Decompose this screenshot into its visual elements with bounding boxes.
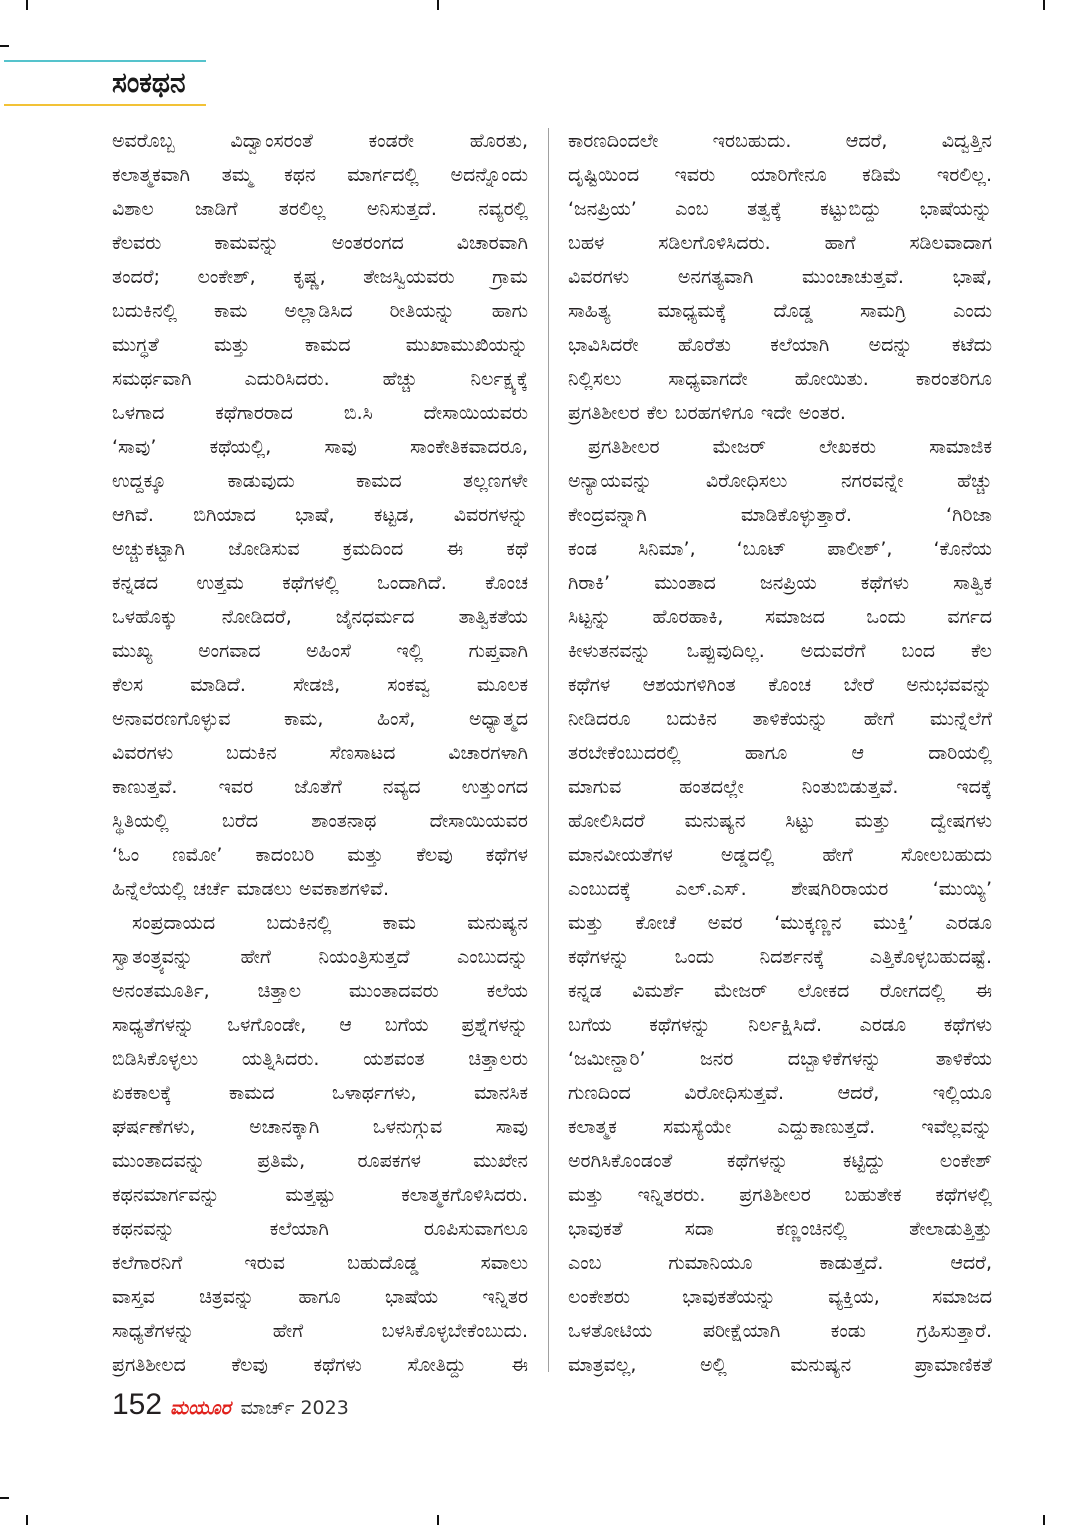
text-line: ಕಥೆಗಳನ್ನು ಒಂದು ನಿದರ್ಶನಕ್ಕೆ ಎತ್ತಿಕೊಳ್ಳಬಹುದಷ್ಟೆ. — [568, 946, 992, 968]
text-line: ಬದುಕಿನಲ್ಲಿ ಕಾಮ ಅಲ್ಲಾಡಿಸಿದ ರೀತಿಯನ್ನು ಹಾಗು — [112, 300, 528, 322]
text-line: ಮಾತ್ರವಲ್ಲ, ಅಲ್ಲಿ ಮನುಷ್ಯನ ಪ್ರಾಮಾಣಿಕತೆ — [568, 1354, 992, 1376]
text-line: ಪ್ರಗತಿಶೀಲರ ಮೇಜರ್ ಲೇಖಕರು ಸಾಮಾಜಿಕ — [588, 436, 992, 458]
paragraph — [112, 906, 528, 1382]
text-line: ಕೇಂದ್ರವನ್ನಾಗಿ ಮಾಡಿಕೊಳ್ಳುತ್ತಾರೆ. ‘ಗಿರಿಜಾ — [568, 504, 992, 526]
text-line: ಮಾನವೀಯತೆಗಳ ಅಡ್ಡದಲ್ಲಿ ಹೇಗೆ ಸೋಲಬಹುದು — [568, 844, 992, 866]
text-line: ಮುಂತಾದವನ್ನು ಪ್ರತಿಮೆ, ರೂಪಕಗಳ ಮುಖೇನ — [112, 1150, 528, 1172]
text-line: ಅನಾವರಣಗೊಳ್ಳುವ ಕಾಮ, ಹಿಂಸೆ, ಅಧ್ಯಾತ್ಮದ — [112, 708, 528, 730]
text-line: ಭಾವಿಸಿದರೇ ಹೊರೆತು ಕಲೆಯಾಗಿ ಅದನ್ನು ಕಟೆದು — [568, 334, 992, 356]
text-line: ಕಲೆಗಾರನಿಗೆ ಇರುವ ಬಹುದೊಡ್ಡ ಸವಾಲು — [112, 1252, 528, 1274]
text-line: ಕೀಳುತನವನ್ನು ಒಪ್ಪುವುದಿಲ್ಲ. ಅದುವರೆಗೆ ಬಂದ ಕೆಲ — [568, 640, 992, 662]
text-line: ಒಳತೋಟಿಯ ಪರೀಕ್ಷೆಯಾಗಿ ಕಂಡು ಗ್ರಹಿಸುತ್ತಾರೆ. — [568, 1320, 992, 1342]
crop-mark — [1043, 0, 1045, 10]
paragraph — [568, 124, 992, 430]
header-rule-top — [4, 60, 206, 62]
text-line: ‘ಸಾವು’ ಕಥೆಯಲ್ಲಿ, ಸಾವು ಸಾಂಕೇತಿಕವಾದರೂ, — [112, 436, 528, 458]
crop-mark — [1043, 1515, 1045, 1525]
text-line: ಬಿಡಿಸಿಕೊಳ್ಳಲು ಯತ್ನಿಸಿದರು. ಯಶವಂತ ಚಿತ್ತಾಲರು — [112, 1048, 528, 1070]
text-line: ಕನ್ನಡದ ಉತ್ತಮ ಕಥೆಗಳಲ್ಲಿ ಒಂದಾಗಿದೆ. ಕೊಂಚ — [112, 572, 528, 594]
text-line: ಕಥೆಗಳ ಆಶಯಗಳಿಗಿಂತ ಕೊಂಚ ಬೇರೆ ಅನುಭವವನ್ನು — [568, 674, 992, 696]
crop-mark — [26, 1515, 28, 1525]
text-line: ‘ಓಂ ಣಮೋ’ ಕಾದಂಬರಿ ಮತ್ತು ಕೆಲವು ಕಥೆಗಳ — [112, 844, 528, 866]
text-line: ಸಾಧ್ಯತೆಗಳನ್ನು ಹೇಗೆ ಬಳಸಿಕೊಳ್ಳಬೇಕೆಂಬುದು. — [112, 1320, 528, 1342]
text-line: ಪ್ರಗತಿಶೀಲದ ಕೆಲವು ಕಥೆಗಳು ಸೋತಿದ್ದು ಈ — [112, 1354, 528, 1376]
text-line: ಗುಣದಿಂದ ವಿರೋಧಿಸುತ್ತವೆ. ಆದರೆ, ಇಲ್ಲಿಯೂ — [568, 1082, 992, 1104]
text-line: ಎಂಬ ಗುಮಾನಿಯೂ ಕಾಡುತ್ತದೆ. ಆದರೆ, — [568, 1252, 992, 1274]
text-line: ಮತ್ತು ಕೋಚೆ ಅವರ ‘ಮುಕ್ಕಣ್ಣನ ಮುಕ್ತಿ’ ಎರಡೂ — [568, 912, 992, 934]
text-line: ಕೆಲಸ ಮಾಡಿದೆ. ಸೇಡಜಿ, ಸಂಕವ್ವ ಮೂಲಕ — [112, 674, 528, 696]
text-line: ಬಗೆಯ ಕಥೆಗಳನ್ನು ನಿರ್ಲಕ್ಷಿಸಿದೆ. ಎರಡೂ ಕಥೆಗಳು — [568, 1014, 992, 1036]
crop-mark — [0, 45, 9, 47]
text-line: ಅನ್ಯಾಯವನ್ನು ವಿರೋಧಿಸಲು ನಗರವನ್ನೇ ಹೆಚ್ಚು — [568, 470, 992, 492]
text-line: ತರಬೇಕೆಂಬುದರಲ್ಲಿ ಹಾಗೂ ಆ ದಾರಿಯಲ್ಲಿ — [568, 742, 992, 764]
text-line: ಸಾಹಿತ್ಯ ಮಾಧ್ಯಮಕ್ಕೆ ದೊಡ್ಡ ಸಾಮಗ್ರಿ ಎಂದು — [568, 300, 992, 322]
header-rule-bottom — [4, 104, 206, 106]
text-line: ಮತ್ತು ಇನ್ನಿತರರು. ಪ್ರಗತಿಶೀಲರ ಬಹುತೇಕ ಕಥೆಗಳಲ್ಲಿ — [568, 1184, 992, 1206]
text-line: ವಿಶಾಲ ಜಾಡಿಗೆ ತರಲಿಲ್ಲ ಅನಿಸುತ್ತದೆ. ನವ್ಯರಲ್ಲಿ — [112, 198, 528, 220]
text-line: ಅವರೊಬ್ಬ ವಿದ್ವಾಂಸರಂತೆ ಕಂಡರೇ ಹೊರತು, — [112, 130, 528, 152]
text-line: ಉದ್ದಕ್ಕೂ ಕಾಡುವುದು ಕಾಮದ ತಲ್ಲಣಗಳೇ — [112, 470, 528, 492]
text-line: ಹೋಲಿಸಿದರೆ ಮನುಷ್ಯನ ಸಿಟ್ಟು ಮತ್ತು ದ್ವೇಷಗಳು — [568, 810, 992, 832]
text-line: ನಿಲ್ಲಿಸಲು ಸಾಧ್ಯವಾಗದೇ ಹೋಯಿತು. ಕಾರಂತರಿಗೂ — [568, 368, 992, 390]
text-line: ಅಚ್ಚುಕಟ್ಟಾಗಿ ಜೋಡಿಸುವ ಕ್ರಮದಿಂದ ಈ ಕಥೆ — [112, 538, 528, 560]
magazine-logo: ಮಯೂರ — [170, 1397, 231, 1419]
text-line: ಭಾವುಕತೆ ಸದಾ ಕಣ್ಣಂಚಿನಲ್ಲಿ ತೇಲಾಡುತ್ತಿತ್ತು — [568, 1218, 992, 1240]
text-line: ಕಾರಣದಿಂದಲೇ ಇರಬಹುದು. ಆದರೆ, ವಿದ್ವತ್ತಿನ — [568, 130, 992, 152]
text-line: ಆಗಿವೆ. ಬಿಗಿಯಾದ ಭಾಷೆ, ಕಟ್ಟಡ, ವಿವರಗಳನ್ನು — [112, 504, 528, 526]
text-line: ಒಳಗಾದ ಕಥೆಗಾರರಾದ ಬಿ.ಸಿ ದೇಸಾಯಿಯವರು — [112, 402, 528, 424]
text-line: ಏಕಕಾಲಕ್ಕೆ ಕಾಮದ ಒಳಾರ್ಥಗಳು, ಮಾನಸಿಕ — [112, 1082, 528, 1104]
text-line: ಸಂಪ್ರದಾಯದ ಬದುಕಿನಲ್ಲಿ ಕಾಮ ಮನುಷ್ಯನ — [132, 912, 528, 934]
text-line: ದೃಷ್ಟಿಯಿಂದ ಇವರು ಯಾರಿಗೇನೂ ಕಡಿಮೆ ಇರಲಿಲ್ಲ. — [568, 164, 992, 186]
page-footer — [112, 1388, 349, 1428]
text-line: ವಾಸ್ತವ ಚಿತ್ರವನ್ನು ಹಾಗೂ ಭಾಷೆಯ ಇನ್ನಿತರ — [112, 1286, 528, 1308]
text-line: ಘರ್ಷಣೆಗಳು, ಅಚಾನಕ್ಕಾಗಿ ಒಳನುಗ್ಗುವ ಸಾವು — [112, 1116, 528, 1138]
text-line: ತಂದರೆ; ಲಂಕೇಶ್, ಕೃಷ್ಣ, ತೇಜಸ್ವಿಯವರು ಗ್ರಾಮ — [112, 266, 528, 288]
text-line: ಸ್ಥಿತಿಯಲ್ಲಿ ಬರೆದ ಶಾಂತನಾಥ ದೇಸಾಯಿಯವರ — [112, 810, 528, 832]
page-number: 152 — [112, 1388, 163, 1421]
crop-mark — [437, 0, 439, 10]
issue-date: ಮಾರ್ಚ್ 2023 — [240, 1397, 349, 1419]
text-line: ಸಮರ್ಥವಾಗಿ ಎದುರಿಸಿದರು. ಹೆಚ್ಚು ನಿರ್ಲಕ್ಷ್ಯಕ್ಕೆ — [112, 368, 528, 390]
text-line: ಕಲಾತ್ಮಕವಾಗಿ ತಮ್ಮ ಕಥನ ಮಾರ್ಗದಲ್ಲಿ ಅದನ್ನೊಂದು — [112, 164, 528, 186]
crop-mark — [437, 1515, 439, 1525]
section-title: ಸಂಕಥನ — [112, 66, 186, 99]
text-line: ಬಹಳ ಸಡಿಲಗೊಳಿಸಿದರು. ಹಾಗೆ ಸಡಿಲವಾದಾಗ — [568, 232, 992, 254]
text-line: ಲಂಕೇಶರು ಭಾವುಕತೆಯನ್ನು ವ್ಯಕ್ತಿಯ, ಸಮಾಜದ — [568, 1286, 992, 1308]
left-column — [112, 124, 528, 1382]
text-line: ಎಂಬುದಕ್ಕೆ ಎಲ್.ಎಸ್. ಶೇಷಗಿರಿರಾಯರ ‘ಮುಯ್ಯಿ’ — [568, 878, 992, 900]
text-line: ಒಳಹೊಕ್ಕು ನೋಡಿದರೆ, ಜೈನಧರ್ಮದ ತಾತ್ವಿಕತೆಯ — [112, 606, 528, 628]
text-line: ಕಂಡ ಸಿನಿಮಾ’, ‘ಬೂಟ್ ಪಾಲೀಶ್’, ‘ಕೊನೆಯ — [568, 538, 992, 560]
text-line: ಕೆಲವರು ಕಾಮವನ್ನು ಅಂತರಂಗದ ವಿಚಾರವಾಗಿ — [112, 232, 528, 254]
text-line: ಕನ್ನಡ ವಿಮರ್ಶೆ ಮೇಜರ್ ಲೋಕದ ರೋಗದಲ್ಲಿ ಈ — [568, 980, 992, 1002]
text-line: ಮಾಗುವ ಹಂತದಲ್ಲೇ ನಿಂತುಬಿಡುತ್ತವೆ. ಇದಕ್ಕೆ — [568, 776, 992, 798]
text-line: ‘ಜಮೀನ್ದಾರಿ’ ಜನರ ದಬ್ಬಾಳಿಕೆಗಳನ್ನು ತಾಳಿಕೆಯ — [568, 1048, 992, 1070]
text-line: ಸ್ವಾತಂತ್ರ್ಯವನ್ನು ಹೇಗೆ ನಿಯಂತ್ರಿಸುತ್ತದೆ ಎಂಬುದನ್ನು — [112, 946, 528, 968]
text-line: ಅನಂತಮೂರ್ತಿ, ಚಿತ್ತಾಲ ಮುಂತಾದವರು ಕಲೆಯ — [112, 980, 528, 1002]
text-line: ಗಿರಾಕಿ’ ಮುಂತಾದ ಜನಪ್ರಿಯ ಕಥೆಗಳು ಸಾತ್ವಿಕ — [568, 572, 992, 594]
column-divider — [548, 128, 549, 1372]
text-line: ಕಲಾತ್ಮಕ ಸಮಸ್ಯೆಯೇ ಎದ್ದುಕಾಣುತ್ತದೆ. ಇವೆಲ್ಲವನ್ನು — [568, 1116, 992, 1138]
crop-mark — [26, 0, 28, 10]
text-line: ಕಥನವನ್ನು ಕಲೆಯಾಗಿ ರೂಪಿಸುವಾಗಲೂ — [112, 1218, 528, 1240]
text-line: ನೀಡಿದರೂ ಬದುಕಿನ ತಾಳಿಕೆಯನ್ನು ಹೇಗೆ ಮುನ್ನೆಲೆಗೆ — [568, 708, 992, 730]
text-line: ಕಾಣುತ್ತವೆ. ಇವರ ಜೊತೆಗೆ ನವ್ಯದ ಉತ್ತುಂಗದ — [112, 776, 528, 798]
text-line: ಹಿನ್ನೆಲೆಯಲ್ಲಿ ಚರ್ಚೆ ಮಾಡಲು ಅವಕಾಶಗಳಿವೆ. — [112, 878, 390, 900]
text-line: ವಿವರಗಳು ಅನಗತ್ಯವಾಗಿ ಮುಂಚಾಚುತ್ತವೆ. ಭಾಷೆ, — [568, 266, 992, 288]
text-line: ‘ಜನಪ್ರಿಯ’ ಎಂಬ ತತ್ವಕ್ಕೆ ಕಟ್ಟುಬಿದ್ದು ಭಾಷೆಯನ್ನು — [568, 198, 992, 220]
text-line: ಮುಗ್ಧತೆ ಮತ್ತು ಕಾಮದ ಮುಖಾಮುಖಿಯನ್ನು — [112, 334, 528, 356]
crop-mark — [0, 1497, 9, 1499]
text-line: ವಿವರಗಳು ಬದುಕಿನ ಸೆಣಸಾಟದ ವಿಚಾರಗಳಾಗಿ — [112, 742, 528, 764]
text-line: ಪ್ರಗತಿಶೀಲರ ಕೆಲ ಬರಹಗಳಿಗೂ ಇದೇ ಅಂತರ. — [568, 402, 846, 424]
text-line: ಸಿಟ್ಟನ್ನು ಹೊರಹಾಕಿ, ಸಮಾಜದ ಒಂದು ವರ್ಗದ — [568, 606, 992, 628]
text-line: ಅರಗಿಸಿಕೊಂಡಂತೆ ಕಥೆಗಳನ್ನು ಕಟ್ಟಿದ್ದು ಲಂಕೇಶ್ — [568, 1150, 992, 1172]
text-line: ಕಥನಮಾರ್ಗವನ್ನು ಮತ್ತಷ್ಟು ಕಲಾತ್ಮಕಗೊಳಿಸಿದರು. — [112, 1184, 528, 1206]
right-column — [568, 124, 992, 1382]
paragraph — [112, 124, 528, 906]
text-line: ಮುಖ್ಯ ಅಂಗವಾದ ಅಹಿಂಸೆ ಇಲ್ಲಿ ಗುಪ್ತವಾಗಿ — [112, 640, 528, 662]
text-line: ಸಾಧ್ಯತೆಗಳನ್ನು ಒಳಗೊಂಡೇ, ಆ ಬಗೆಯ ಪ್ರಶ್ನೆಗಳನ್ನು — [112, 1014, 528, 1036]
paragraph — [568, 430, 992, 1382]
